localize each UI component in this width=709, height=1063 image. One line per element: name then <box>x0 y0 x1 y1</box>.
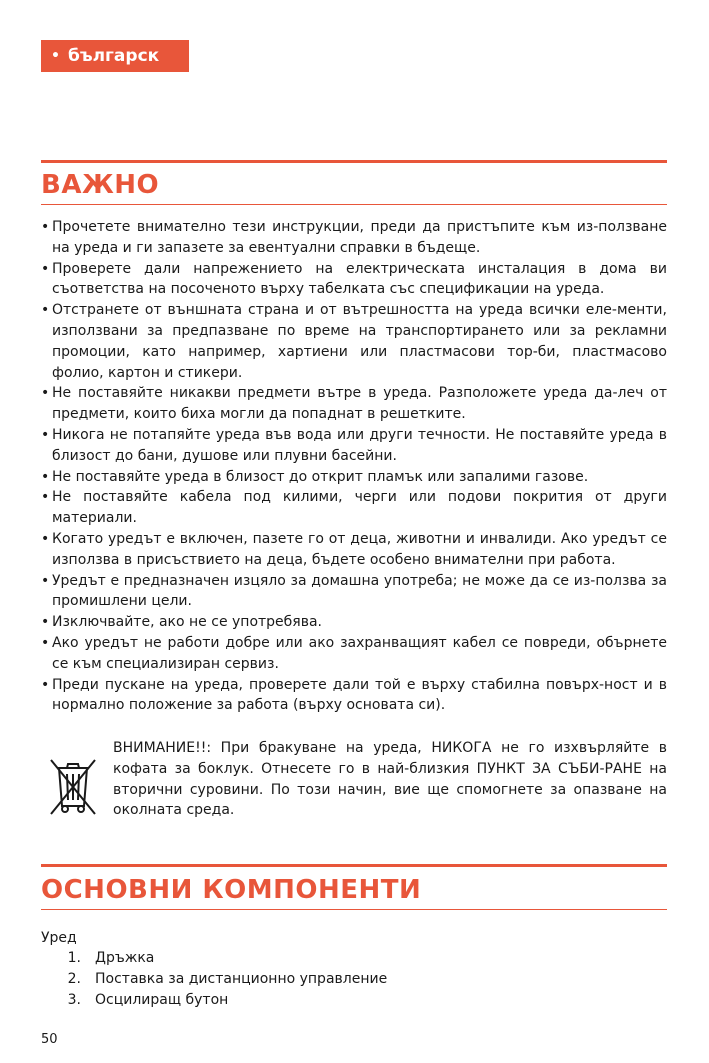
item-label: Дръжка <box>95 950 155 966</box>
list-item: • Когато уредът е включен, пазете го от деца, животни и инвалиди. Ако уредът се използва в присъствието на деца, бъдете особено внимателни при работа. <box>41 529 667 571</box>
list-item <box>41 948 387 969</box>
section-rule-bottom <box>41 204 667 205</box>
components-list <box>41 948 387 1011</box>
section-heading-important: ВАЖНО <box>41 170 160 200</box>
list-item: • Уредът е предназначен изцяло за домашна употреба; не може да се из-ползва за промишлени цели. <box>41 571 667 613</box>
item-number: 3. <box>67 992 81 1008</box>
page-number: 50 <box>41 1032 58 1047</box>
section-rule-top <box>41 160 667 163</box>
language-label: българск <box>67 46 160 66</box>
list-item: • Прочетете внимателно тези инструкции, преди да пристъпите към из-ползване на уреда и ги запазете за евентуални справки в бъдеще. <box>41 217 667 259</box>
list-item: • Не поставяйте никакви предмети вътре в уреда. Разположете уреда да-леч от предмети, които биха могли да попаднат в решетките. <box>41 383 667 425</box>
section-heading-components: ОСНОВНИ КОМПОНЕНТИ <box>41 875 422 905</box>
disposal-notice-text: ВНИМАНИЕ!!: При бракуване на уреда, НИКОГА не го изхвърляйте в кофата за боклук. Отнесете го в най-близкия ПУНКТ ЗА СЪБИ-РАНЕ на вторични суровини. По този начин, вие ще спомогнете за опазване на околната среда. <box>113 740 667 819</box>
list-item: • Ако уредът не работи добре или ако захранващият кабел се повреди, обърнете се към специализиран сервиз. <box>41 633 667 675</box>
list-item: • Никога не потапяйте уреда във вода или други течности. Не поставяйте уреда в близост до бани, душове или плувни басейни. <box>41 425 667 467</box>
item-number: 1. <box>67 950 81 966</box>
bullet-icon: • <box>51 48 60 64</box>
list-item <box>41 990 387 1011</box>
section-rule-top <box>41 864 667 867</box>
list-item: • Не поставяйте уреда в близост до открит пламък или запалими газове. <box>41 467 667 488</box>
item-label: Поставка за дистанционно управление <box>95 971 388 987</box>
item-number: 2. <box>67 971 81 987</box>
list-item: • Преди пускане на уреда, проверете дали той е върху стабилна повърх-ност и в нормално положение за работа (върху основата си). <box>41 675 667 717</box>
section-rule-bottom <box>41 909 667 910</box>
device-label: Уред <box>41 930 77 946</box>
list-item: • Проверете дали напрежението на електрическата инсталация в дома ви съответства на посоченото върху табелката със спецификации на уреда. <box>41 259 667 301</box>
safety-instructions-list <box>41 217 667 716</box>
list-item: • Отстранете от външната страна и от вътрешността на уреда всички еле-менти, използвани за предпазване по време на транспортирането или за рекламни промоции, като например, хартиени или пластмасови тор-би, пластмасово фолио, картон и стикери. <box>41 300 667 383</box>
list-item: • Не поставяйте кабела под килими, черги или подови покрития от други материали. <box>41 487 667 529</box>
list-item <box>41 969 387 990</box>
crossed-out-bin-icon <box>47 756 99 818</box>
item-label: Осцилиращ бутон <box>95 992 229 1008</box>
language-tab <box>41 40 189 72</box>
list-item: • Изключвайте, ако не се употребява. <box>41 612 667 633</box>
